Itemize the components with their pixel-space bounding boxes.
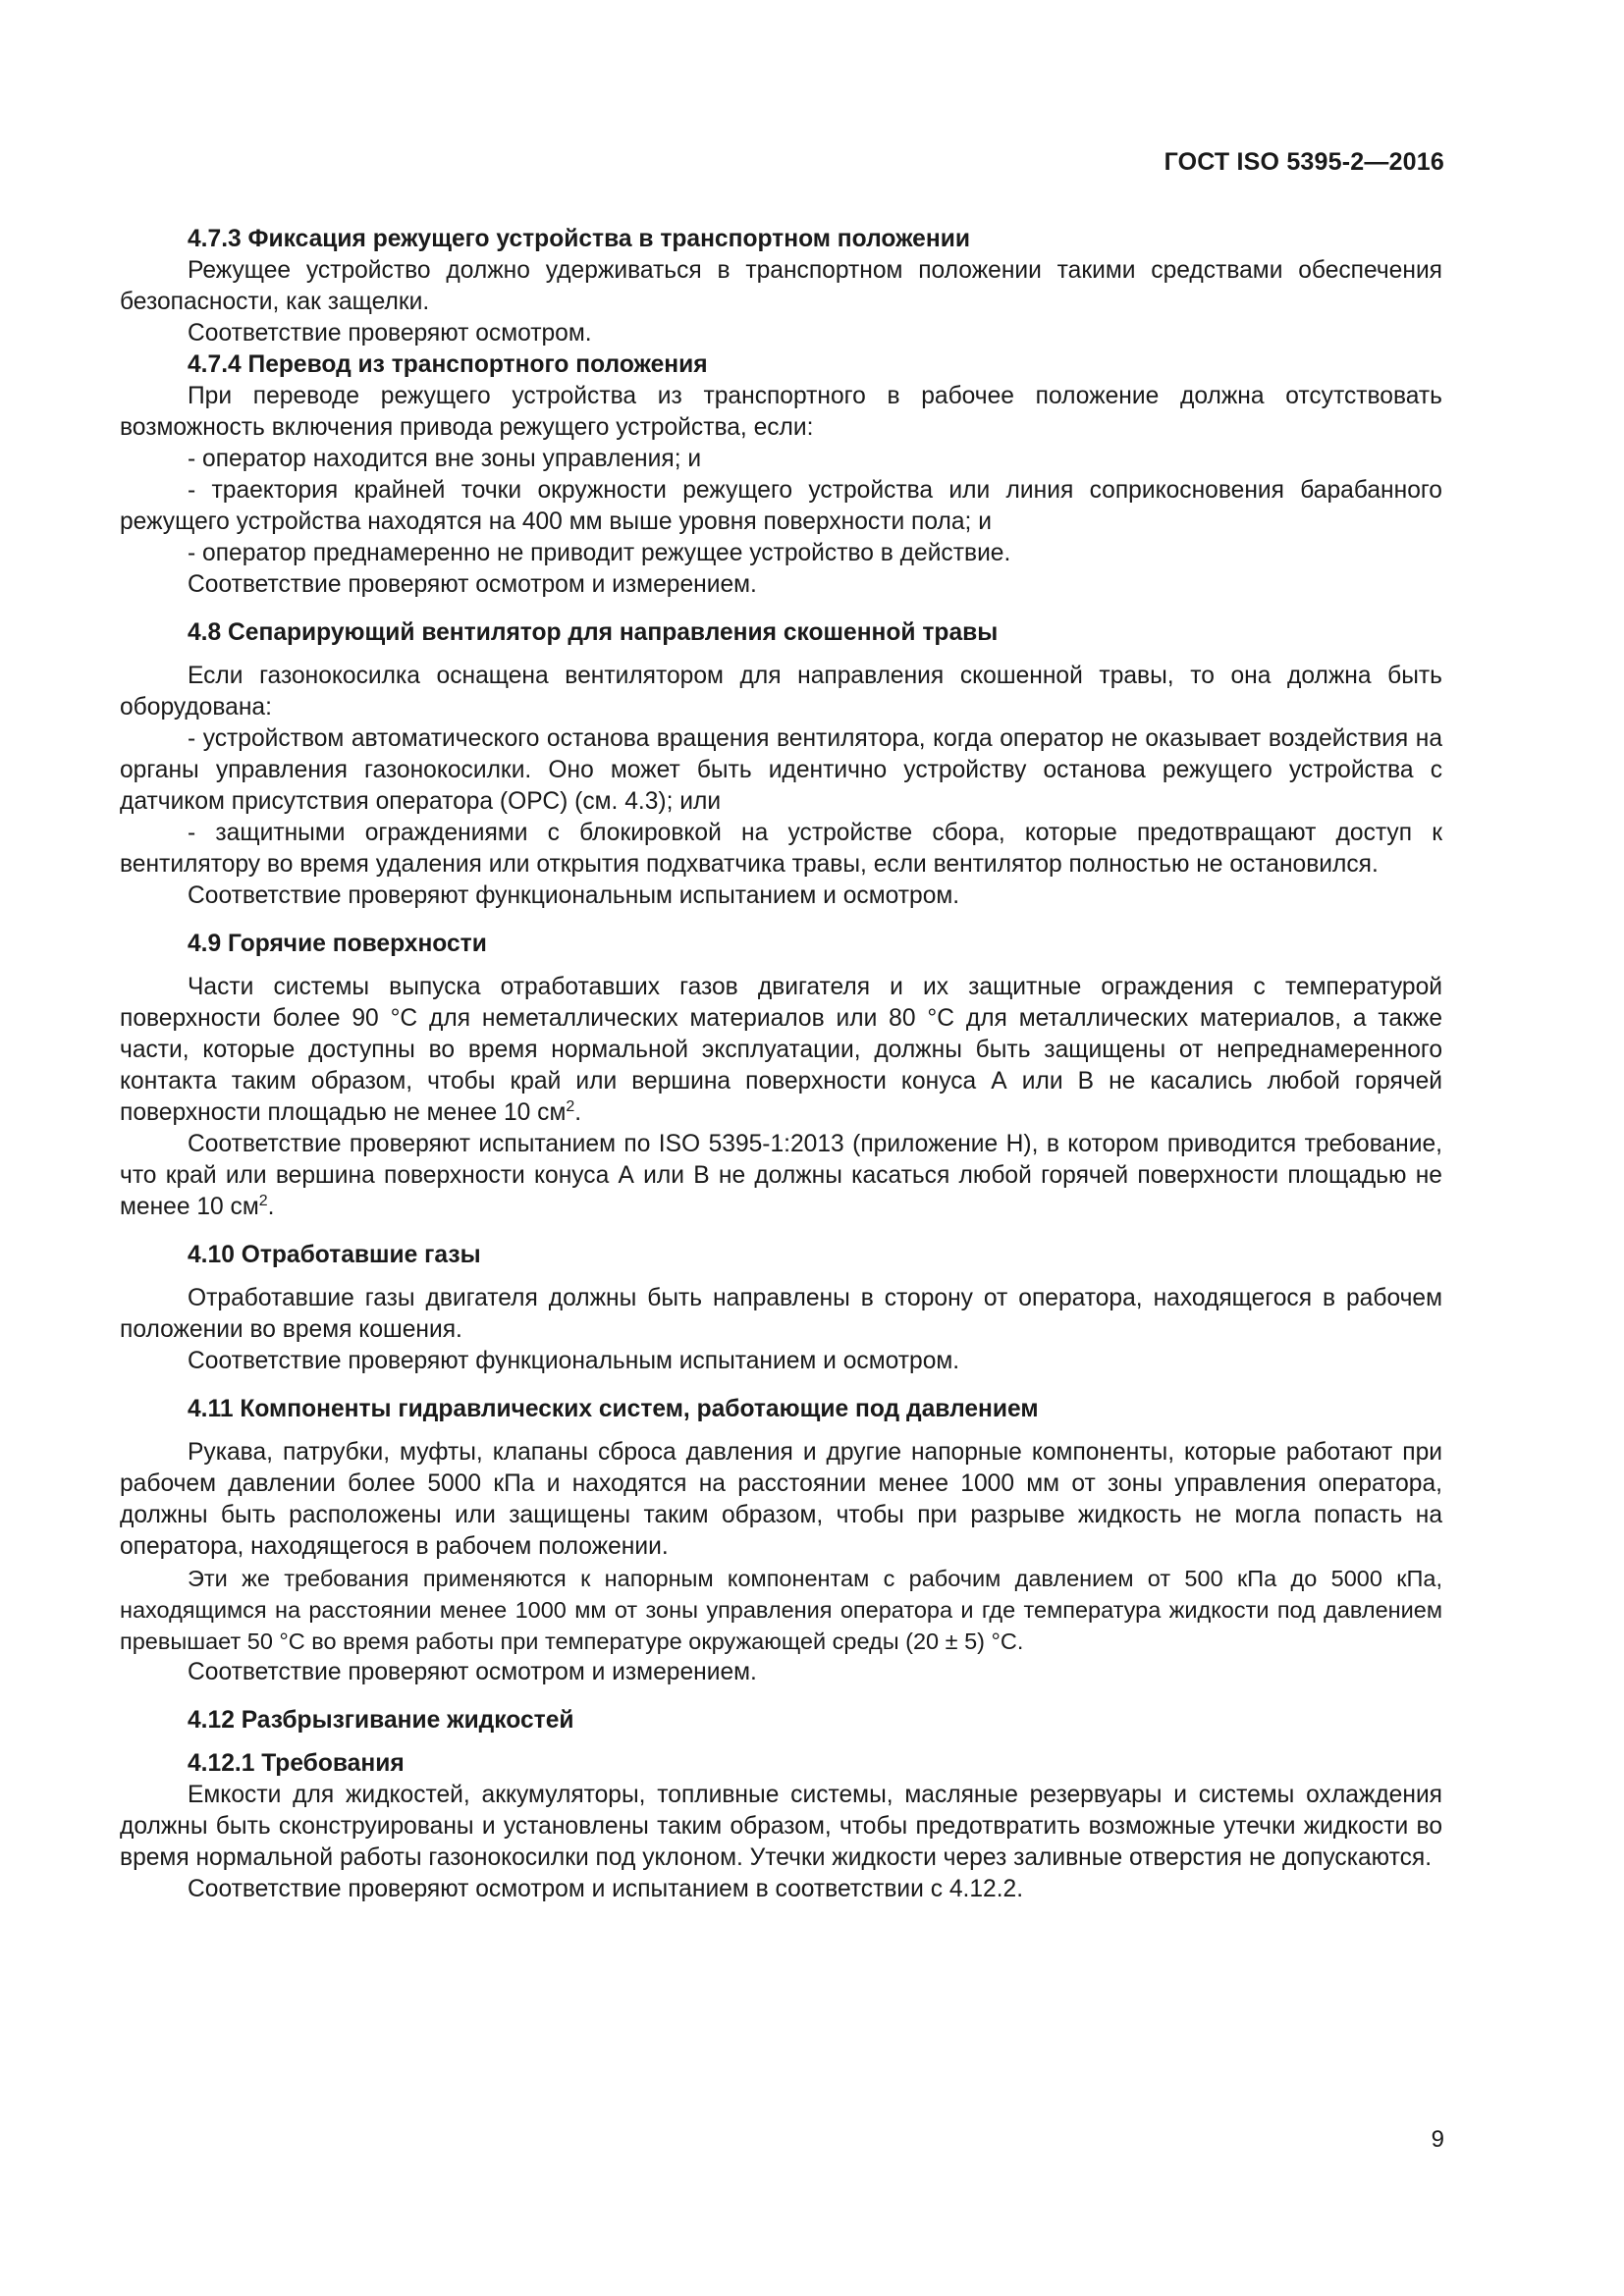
paragraph: При переводе режущего устройства из транспортного в рабочее положение должна отсутствовать возможность включения привода режущего устройства, если: <box>120 383 1442 441</box>
paragraph: Соответствие проверяют осмотром. <box>188 320 592 347</box>
list-item: - устройством автоматического останова вращения вентилятора, когда оператор не оказывает воздействия на органы управления газонокосилки. Оно может быть идентично устройству останова режущего устройства с датчиком присутствия оператора (ОРС) (см. 4.3); или <box>120 725 1442 815</box>
section-4-7-3-title: 4.7.3 Фиксация режущего устройства в транспортном положении <box>188 226 970 252</box>
section-4-8-title: 4.8 Сепарирующий вентилятор для направления скошенной травы <box>188 619 999 646</box>
section-4-9-title: 4.9 Горячие поверхности <box>188 931 487 957</box>
paragraph: Соответствие проверяют осмотром и измерением. <box>188 571 757 598</box>
paragraph: Соответствие проверяют осмотром и измерением. <box>188 1659 757 1685</box>
section-4-11-title: 4.11 Компоненты гидравлических систем, работающие под давлением <box>188 1396 1039 1422</box>
list-item: - защитными ограждениями с блокировкой на устройстве сбора, которые предотвращают доступ к вентилятору во время удаления или открытия подхватчика травы, если вентилятор полностью не остановился. <box>120 820 1442 878</box>
paragraph: Части системы выпуска отработавших газов двигателя и их защитные ограждения с температурой поверхности более 90 °С для неметаллических материалов или 80 °С для металлических материалов, а также части, которые доступны во время нормальной эксплуатации, должны быть защищены от непреднамеренного контакта таким образом, чтобы край или вершина поверхности конуса А или В не касались любой горячей поверхности площадью не менее 10 $см^2$. <box>120 974 1442 1126</box>
list-item: - оператор находится вне зоны управления; и <box>188 446 702 472</box>
paragraph: Если газонокосилка оснащена вентилятором для направления скошенной травы, то она должна быть оборудована: <box>120 663 1442 721</box>
section-4-12-title: 4.12 Разбрызгивание жидкостей <box>188 1707 574 1734</box>
list-item: - траектория крайней точки окружности режущего устройства или линия соприкосновения барабанного режущего устройства находятся на 400 мм выше уровня поверхности пола; и <box>120 477 1442 535</box>
paragraph: Соответствие проверяют функциональным испытанием и осмотром. <box>188 1348 960 1374</box>
page-number: 9 <box>1431 2126 1444 2153</box>
section-4-7-4-title: 4.7.4 Перевод из транспортного положения <box>188 351 708 378</box>
paragraph: Эти же требования применяются к напорным компонентам с рабочим давлением от 500 кПа до 5000 кПа, находящимся на расстоянии менее 1000 мм от зоны управления оператора и где температура жидкости под давлением превышает 50 °С во время работы при температуре окружающей среды (20 ± 5) °С. <box>120 1566 1442 1654</box>
paragraph: Соответствие проверяют осмотром и испытанием в соответствии с 4.12.2. <box>188 1876 1024 1902</box>
document-body <box>120 224 1442 1905</box>
paragraph: Соответствие проверяют испытанием по ISO 5395-1:2013 (приложение Н), в котором приводится требование, что край или вершина поверхности конуса А или В не должны касаться любой горячей поверхности площадью не менее 10 $см^2$. <box>120 1131 1442 1220</box>
paragraph: Отработавшие газы двигателя должны быть направлены в сторону от оператора, находящегося в рабочем положении во время кошения. <box>120 1285 1442 1343</box>
paragraph: Емкости для жидкостей, аккумуляторы, топливные системы, масляные резервуары и системы охлаждения должны быть сконструированы и установлены таким образом, чтобы предотвратить возможные утечки жидкости во время нормальной работы газонокосилки под уклоном. Утечки жидкости через заливные отверстия не допускаются. <box>120 1782 1442 1871</box>
section-4-10-title: 4.10 Отработавшие газы <box>188 1242 481 1268</box>
paragraph: Рукава, патрубки, муфты, клапаны сброса давления и другие напорные компоненты, которые работают при рабочем давлении более 5000 кПа и находятся на расстоянии менее 1000 мм от зоны управления оператора, должны быть расположены или защищены таким образом, чтобы при разрыве жидкость не могла попасть на оператора, находящегося в рабочем положении. <box>120 1439 1442 1560</box>
list-item: - оператор преднамеренно не приводит режущее устройство в действие. <box>188 540 1011 566</box>
section-4-12-1-title: 4.12.1 Требования <box>188 1750 405 1777</box>
paragraph: Соответствие проверяют функциональным испытанием и осмотром. <box>188 882 960 909</box>
document-id-header: ГОСТ ISO 5395-2—2016 <box>1164 148 1444 176</box>
paragraph: Режущее устройство должно удерживаться в транспортном положении такими средствами обеспечения безопасности, как защелки. <box>120 257 1442 315</box>
